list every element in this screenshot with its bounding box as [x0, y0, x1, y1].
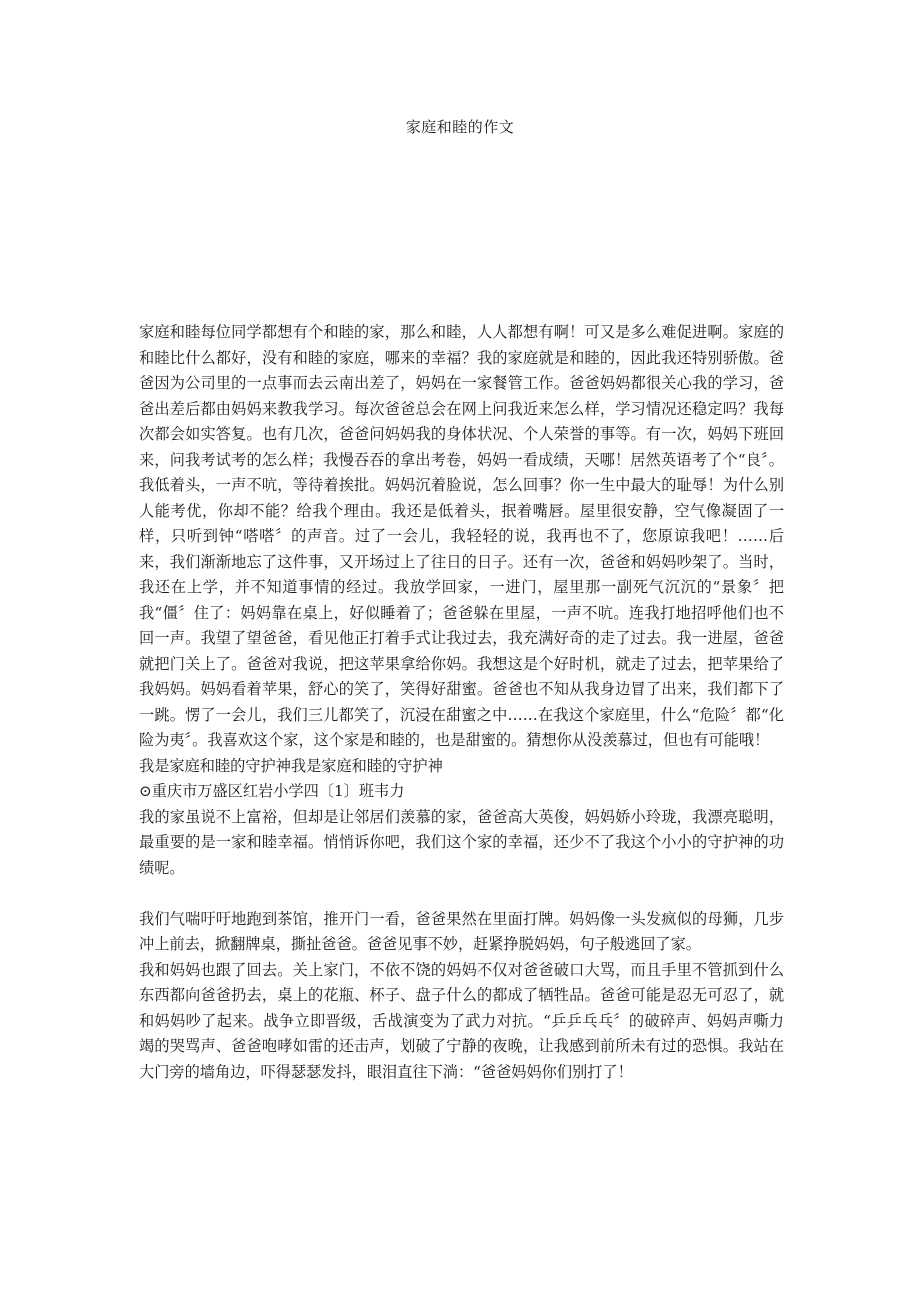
paragraph-spacer	[139, 881, 784, 907]
document-title: 家庭和睦的作文	[405, 118, 515, 136]
paragraph-heading-guardian: 我是家庭和睦的守护神我是家庭和睦的守护神	[139, 756, 443, 775]
paragraph-intro: 我的家虽说不上富裕，但却是让邻居们羡慕的家，爸爸高大英俊，妈妈娇小玲珑，我漂亮聪明，最重要的是一家和睦幸福。悄悄诉你吧，我们这个家的幸福，还少不了我这个小小的守护神的功绩呢。	[139, 807, 784, 877]
paragraph-family-harmony: 家庭和睦每位同学都想有个和睦的家，那么和睦，人人都想有啊！可又是多么难促进啊。家庭的和睦比什么都好，没有和睦的家庭，哪来的幸福？我的家庭就是和睦的，因此我还特别骄傲。爸爸因为公司里的一点事而去云南出差了，妈妈在一家餐管工作。爸爸妈妈都很关心我的学习，爸爸出差后都由妈妈来教我学习。每次爸爸总会在网上问我近来怎么样，学习情况还稳定吗？我每次都会如实答复。也有几次，爸爸问妈妈我的身体状况、个人荣誉的事等。有一次，妈妈下班回来，问我考试考的怎么样；我慢吞吞的拿出考卷，妈妈一看成绩，天哪！居然英语考了个“良〞。我低着头，一声不吭，等待着挨批。妈妈沉着脸说，怎么回事？你一生中最大的耻辱！为什么别人能考优，你却不能？给我个理由。我还是低着头，抿着嘴唇。屋里很安静，空气像凝固了一样，只听到钟“嗒嗒〞的声音。过了一会儿，我轻轻的说，我再也不了，您原谅我吧！……后来，我们渐渐地忘了这件事，又开场过上了往日的日子。还有一次，爸爸和妈妈吵架了。当时，我还在上学，并不知道事情的经过。我放学回家，一进门，屋里那一副死气沉沉的“景象〞把我“僵〞住了：妈妈靠在桌上，好似睡着了；爸爸躲在里屋，一声不吭。连我打地招呼他们也不回一声。我望了望爸爸，看见他正打着手式让我过去，我充满好奇的走了过去。我一进屋，爸爸就把门关上了。爸爸对我说，把这苹果拿给你妈。我想这是个好时机，就走了过去，把苹果给了我妈妈。妈妈看着苹果，舒心的笑了，笑得好甜蜜。爸爸也不知从我身边冒了出来，我们都下了一跳。愣了一会儿，我们三儿都笑了，沉浸在甜蜜之中……在我这个家庭里，什么“危险〞都“化险为夷〞。我喜欢这个家，这个家是和睦的，也是甜蜜的。猜想你从没羡慕过，但也有可能哦！	[139, 323, 784, 749]
paragraph-quarrel: 我和妈妈也跟了回去。关上家门，不依不饶的妈妈不仅对爸爸破口大骂，而且手里不管抓到什么东西都向爸爸扔去，桌上的花瓶、杯子、盘子什么的都成了牺牲品。爸爸可能是忍无可忍了，就和妈妈吵了起来。战争立即晋级，舌战演变为了武力对抗。“乒乒乓乓〞的破碎声、妈妈声嘶力竭的哭骂声、爸爸咆哮如雷的还击声，划破了宁静的夜晚，让我感到前所未有过的恐惧。我站在大门旁的墙角边，吓得瑟瑟发抖，眼泪直往下淌：“爸爸妈妈你们别打了！	[139, 960, 784, 1081]
paragraph-teahouse: 我们气喘吁吁地跑到茶馆，推开门一看，爸爸果然在里面打牌。妈妈像一头发疯似的母狮，几步冲上前去，掀翻牌桌，撕扯爸爸。爸爸见事不妙，赶紧挣脱妈妈，句子般逃回了家。	[139, 909, 784, 953]
document-body	[139, 320, 784, 1085]
paragraph-author-line: ⊙重庆市万盛区红岩小学四〔1〕班韦力	[139, 782, 405, 800]
